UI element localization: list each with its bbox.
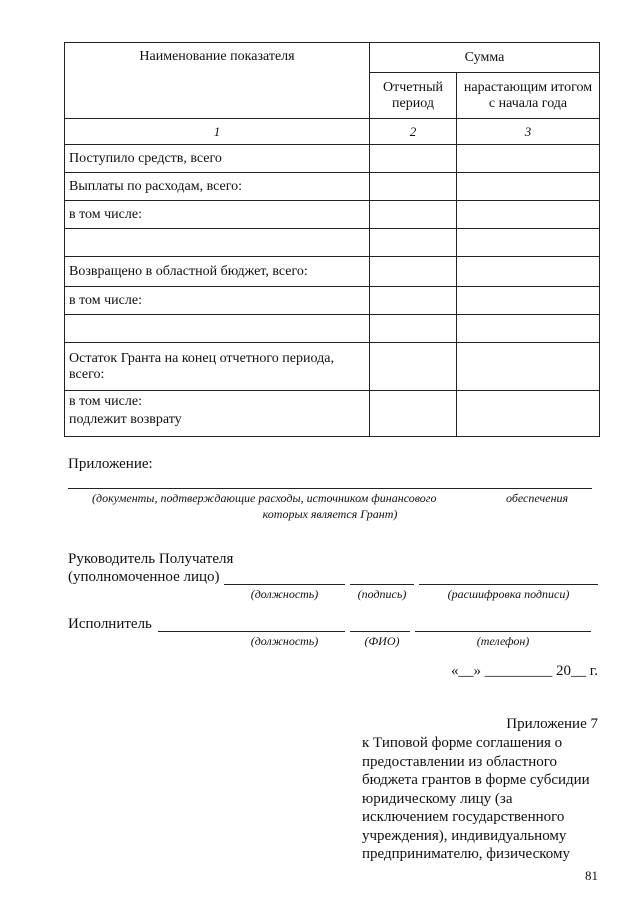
appendix-title: Приложение 7 [506,716,598,732]
report-table [64,42,600,437]
row-value-cell [370,145,457,173]
head-position-line [224,584,345,585]
row-total-cell [457,173,600,201]
row-label: Остаток Гранта на конец отчетного периода, всего: [65,343,370,391]
executor-position-line [158,631,345,632]
head-subtitle: (уполномоченное лицо) [68,569,220,585]
appendix-line: учреждения), индивидуальному [362,827,567,844]
executor-caption-name: (ФИО) [364,634,400,648]
row-label: в том числе: [65,201,370,229]
row-label: Возвращено в областной бюджет, всего: [65,257,370,287]
head-caption-position: (должность) [250,587,319,601]
appendix-line: к Типовой форме соглашения о [362,735,563,751]
row-value-cell [370,391,457,437]
attachment-caption-line2: которых является Грант) [262,507,398,521]
row-value-cell [370,287,457,315]
head-caption-name: (расшифровка подписи) [447,587,570,601]
executor-name-line [350,631,410,632]
page-number: 81 [585,868,598,883]
appendix-line: юридическому лицу (за [362,790,513,807]
col3-header: нарастающим итогом с начала года [457,73,600,119]
executor-label: Исполнитель [68,616,152,632]
row-total-cell [457,287,600,315]
col-number-3: 3 [457,119,600,145]
row-total-cell [457,229,600,257]
row-value-cell [370,315,457,343]
sum-header: Сумма [370,43,600,73]
appendix-text [362,734,602,864]
col2-header: Отчетный период [370,73,457,119]
row-label: в том числе: [65,287,370,315]
attachment-caption-right: обеспечения [506,491,569,505]
date-line: «__» _________ 20__ г. [451,663,598,679]
row-value-cell [370,201,457,229]
row-total-cell [457,145,600,173]
attachment-line [68,488,592,489]
row-label: Поступило средств, всего [65,145,370,173]
appendix-line: исключением государственного [362,809,565,825]
head-title: Руководитель Получателя [68,551,234,567]
row-value-cell [370,257,457,287]
row-total-cell [457,315,600,343]
col-number-1: 1 [65,119,370,145]
executor-phone-line [415,631,591,632]
head-name-line [419,584,598,585]
row-label [65,229,370,257]
row-value-cell [370,229,457,257]
executor-caption-position: (должность) [250,634,319,648]
head-caption-signature: (подпись) [357,587,407,601]
appendix-line: бюджета грантов в форме субсидии [362,772,590,788]
row-value-cell [370,173,457,201]
appendix-line: предоставлении из областного [362,753,558,770]
col-number-2: 2 [370,119,457,145]
row-total-cell [457,343,600,391]
col1-header: Наименование показателя [65,43,370,119]
row-label [65,315,370,343]
executor-caption-phone: (телефон) [476,634,530,648]
attachment-caption-left: (документы, подтверждающие расходы, источником финансового [92,491,437,505]
row-value-cell [370,343,457,391]
head-signature-line [350,584,414,585]
row-total-cell [457,201,600,229]
row-total-cell [457,391,600,437]
appendix-line: предпринимателю, физическому [362,846,570,862]
row-label: Выплаты по расходам, всего: [65,173,370,201]
attachment-label: Приложение: [68,456,153,472]
row-label: в том числе: подлежит возврату [65,391,370,437]
row-total-cell [457,257,600,287]
